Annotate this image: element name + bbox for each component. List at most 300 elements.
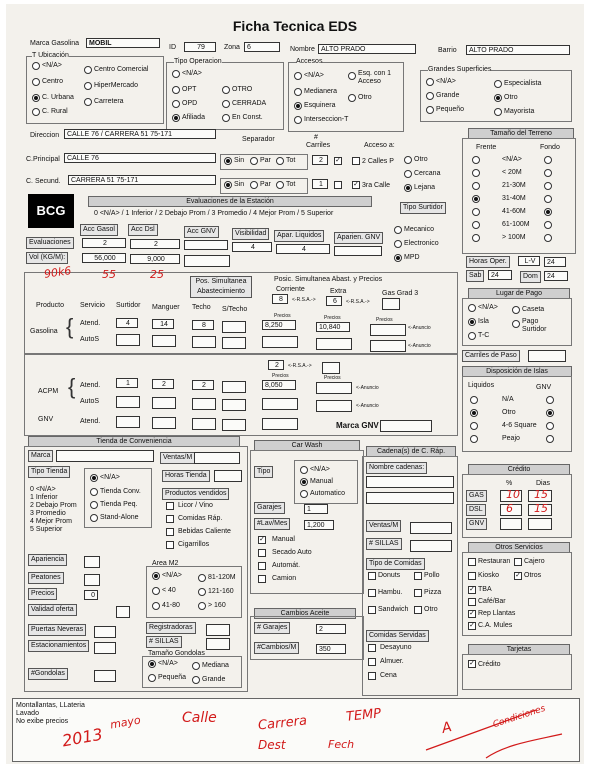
car-wash-radio-manual[interactable] (300, 478, 308, 486)
producto-check[interactable] (166, 515, 174, 523)
precio-grad3[interactable] (370, 324, 406, 336)
gs-radio[interactable] (426, 106, 434, 114)
ubicacion-radio-hiper[interactable] (84, 82, 92, 90)
gnv-precio[interactable] (262, 418, 298, 430)
servidas-label: Comidas Servidas (366, 630, 429, 642)
tamano-radio[interactable] (148, 660, 156, 668)
car-wash-radio[interactable] (300, 466, 308, 474)
otros-check[interactable]: ✓ (469, 586, 475, 593)
acceso-opt: Lejana (414, 184, 436, 191)
area-label: Area M2 (152, 560, 179, 567)
tarjetas-header: Tarjetas (468, 644, 570, 655)
eval-value[interactable] (334, 246, 382, 256)
chk-secundaria-b[interactable]: ✓ (353, 181, 359, 188)
handwritten-credito-pct: 10 (506, 488, 520, 501)
comida-label: Pizza (424, 589, 442, 596)
page-title: Ficha Tecnica EDS (232, 18, 358, 34)
area-radio[interactable] (152, 602, 160, 610)
producto-check[interactable] (166, 502, 174, 510)
carriles-pago-field[interactable] (528, 350, 566, 362)
islas-gnv-radio[interactable] (546, 435, 554, 443)
area-opt: < 40 (162, 587, 176, 594)
servida-check[interactable] (368, 672, 376, 680)
gas-autos[interactable] (222, 337, 246, 349)
precio-empty[interactable] (316, 338, 352, 350)
dom-value[interactable]: 24 (544, 271, 568, 281)
area-radio[interactable] (198, 588, 206, 596)
registradoras-label: Registradoras (146, 622, 196, 634)
comida-check[interactable] (414, 606, 422, 614)
sillas-label: # SILLAS (146, 636, 182, 648)
comida-check[interactable] (368, 572, 376, 580)
area-radio[interactable] (198, 602, 206, 610)
tienda-marca-label: Marca (28, 450, 53, 462)
direccion-field[interactable]: CALLE 76 / CARRERA 51 75-171 (64, 129, 216, 139)
gs-radio[interactable] (494, 108, 502, 116)
principal-field[interactable]: CALLE 76 (64, 153, 216, 163)
islas-liq-radio[interactable] (470, 396, 478, 404)
terreno-fondo-radio[interactable] (544, 221, 552, 229)
sep-opt: Sin (234, 157, 245, 164)
ubicacion-radio-urbana[interactable] (32, 94, 40, 102)
nombre-cadenas-label: Nombre cadenas: (366, 462, 427, 474)
sep-radio[interactable] (250, 181, 258, 189)
carriles-pago-label: Carriles de Paso (462, 350, 520, 362)
gs-radio[interactable] (426, 78, 434, 86)
tipo-op-radio[interactable] (172, 100, 180, 108)
gas-manguer[interactable]: 14 (152, 319, 174, 329)
handwritten-credito-dias: 15 (534, 488, 548, 501)
acpm-surtidor[interactable]: 1 (116, 378, 138, 388)
tamano-radio[interactable] (148, 674, 156, 682)
note-line: Lavado (16, 710, 39, 717)
area-radio[interactable] (152, 572, 160, 580)
cadena-field-2[interactable] (366, 492, 454, 504)
car-wash-check[interactable] (258, 562, 266, 570)
credito-row-label: GAS (466, 490, 487, 502)
gs-opt: Mayorista (504, 108, 535, 115)
sab-value[interactable]: 24 (488, 270, 512, 280)
handwritten-condiciones: Condiciones (491, 703, 547, 731)
carriles-label: # Carriles (306, 134, 331, 149)
tipo-surtidor-button[interactable]: Tipo Surtidor (400, 202, 446, 214)
pago-radio[interactable] (512, 320, 520, 328)
acceso-radio-lejana[interactable] (404, 184, 412, 192)
comida-check[interactable] (368, 589, 376, 597)
acpm-brace: { (68, 374, 76, 399)
tipo-op-radio[interactable] (222, 100, 230, 108)
tarjetas-group (462, 654, 572, 690)
tipo-op-radio[interactable] (172, 86, 180, 94)
tipo-tienda-radio[interactable] (90, 488, 98, 496)
gondolas-field[interactable] (94, 670, 116, 682)
otros-check[interactable]: ✓ (515, 572, 521, 579)
comida-check[interactable] (414, 589, 422, 597)
cambios-header: Cambios Aceite (254, 608, 356, 619)
peatones-field[interactable] (84, 574, 100, 586)
secundaria-carriles-field[interactable]: 1 (312, 179, 328, 189)
car-wash-radio[interactable] (300, 490, 308, 498)
tipo-tienda-radio[interactable] (90, 474, 98, 482)
tienda-marca-field[interactable] (56, 450, 154, 462)
corriente-label: Corriente (276, 286, 305, 293)
gas-autos[interactable] (192, 336, 216, 348)
ubicacion-radio-carretera[interactable] (84, 98, 92, 106)
handwritten-gasolina: 90k6 (43, 264, 73, 281)
eval-value[interactable] (184, 240, 228, 250)
tipo-op-radio-afiliada[interactable] (172, 114, 180, 122)
gas-surtidor[interactable]: 4 (116, 318, 138, 328)
producto-label: Licor / Vino (178, 502, 213, 509)
anuncio-label: <-Anuncio (408, 343, 431, 349)
pago-radio[interactable] (512, 306, 520, 314)
gs-opt: <N/A> (436, 78, 456, 85)
area-radio[interactable] (198, 574, 206, 582)
car-wash-check[interactable]: ✓ (259, 536, 265, 543)
precio-label: Precios (324, 315, 341, 321)
acceso-radio[interactable] (404, 156, 412, 164)
sep-radio[interactable] (276, 181, 284, 189)
terreno-fondo-radio[interactable] (544, 208, 552, 216)
car-wash-opt: Manual (310, 478, 333, 485)
handwritten-year: 2013 (60, 724, 105, 751)
tamano-radio[interactable] (192, 676, 200, 684)
eval-col: Acc GNV (184, 226, 219, 238)
principal-carriles-field[interactable]: 2 (312, 155, 328, 165)
ubicacion-radio-na[interactable] (32, 62, 40, 70)
gas-autos[interactable] (116, 334, 140, 346)
acpm-pos[interactable]: 2 (268, 360, 284, 370)
gnv-manguer[interactable] (152, 417, 176, 429)
accesos-radio[interactable] (348, 72, 356, 80)
otros-check[interactable] (468, 558, 476, 566)
acpm-autos[interactable] (116, 396, 140, 408)
precio-corriente[interactable]: 8,250 (262, 320, 296, 330)
gnv-techo[interactable] (192, 418, 216, 430)
terreno-fondo-radio[interactable] (544, 156, 552, 164)
lav-mes-label: #Lav/Mes (254, 518, 290, 530)
surtidor-radio[interactable] (394, 240, 402, 248)
sep-opt: Tot (286, 157, 296, 164)
precio-empty[interactable] (370, 340, 406, 352)
otros-check[interactable] (468, 572, 476, 580)
accesos-opt: Otro (358, 94, 372, 101)
sep-radio[interactable] (224, 157, 232, 165)
rsa-label: <-R.S.A.-> (346, 299, 370, 305)
secundaria-label: C. Secund. (26, 178, 61, 185)
otros-check[interactable] (468, 598, 476, 606)
acpm-autos[interactable] (222, 399, 246, 411)
gs-radio[interactable] (494, 80, 502, 88)
tipo-operacion-title: Tipo Operacion (174, 58, 222, 65)
rsa-label: <-R.S.A.-> (288, 363, 312, 369)
otros-check[interactable]: ✓ (469, 622, 475, 629)
credito-dias-label: Dias (536, 480, 551, 487)
acceso-a-label: Acceso a: (364, 142, 395, 149)
acpm-precio-empty[interactable] (262, 398, 298, 410)
gas-techo[interactable]: 8 (192, 320, 214, 330)
tipo-op-opt: <N/A> (182, 70, 202, 77)
car-wash-check-label: Manual (272, 536, 295, 543)
precios-label: Precios (28, 588, 57, 600)
num-garajes-label: # Garajes (254, 622, 290, 634)
otros-label: Cajero (524, 558, 545, 565)
autos-label: AutoS (80, 398, 100, 405)
acceso-radio[interactable] (404, 170, 412, 178)
vol-value[interactable]: 9,000 (130, 254, 180, 264)
chk-secundaria-a[interactable] (334, 181, 342, 189)
pago-radio-isla[interactable] (468, 318, 476, 326)
eval-col: Acc Dsl (128, 224, 158, 236)
sep-opt: Tot (286, 181, 296, 188)
chk-credito[interactable]: ✓ (469, 660, 475, 667)
cadena-sillas-field[interactable] (410, 540, 452, 552)
accesos-opt: Medianera (304, 88, 338, 95)
col-header: Servicio (80, 302, 105, 309)
zona-field[interactable]: 6 (244, 42, 280, 52)
acpm-precio[interactable]: 8,050 (262, 380, 296, 390)
pago-opt: Caseta (522, 306, 545, 313)
horas-tienda-field[interactable] (214, 470, 242, 482)
cadena-ventas-label: Ventas/M (366, 520, 401, 532)
credito-dias-field[interactable] (528, 518, 552, 530)
evaluaciones-header: Evaluaciones de la Estación (88, 196, 372, 207)
atend-label: Atend. (80, 320, 101, 327)
precio-label: Precios (324, 375, 341, 381)
surtidor-radio-mpd[interactable] (394, 254, 402, 262)
acpm-precio-2[interactable] (316, 382, 352, 394)
car-wash-check[interactable] (258, 549, 266, 557)
nombre-field[interactable]: ALTO PRADO (318, 44, 416, 54)
sillas-field[interactable] (206, 638, 230, 650)
tipo-tienda-radio[interactable] (90, 514, 98, 522)
acpm-autos[interactable] (192, 398, 216, 410)
terreno-frente-radio[interactable] (472, 169, 480, 177)
terreno-fondo-radio[interactable] (544, 195, 552, 203)
id-field[interactable]: 79 (184, 42, 216, 52)
horas-value[interactable]: L-V (518, 256, 540, 266)
rsa-label: <-R.S.A.-> (292, 297, 316, 303)
gas-autos[interactable] (152, 335, 176, 347)
acpm-precio-empty[interactable] (316, 400, 352, 412)
acpm-autos[interactable] (152, 397, 176, 409)
producto-check[interactable] (166, 528, 174, 536)
terreno-frente-radio[interactable] (472, 195, 480, 203)
tipo-op-radio[interactable] (222, 114, 230, 122)
accesos-opt: Esq. con 1 Acceso (358, 70, 392, 85)
islas-liq-radio[interactable] (470, 409, 478, 417)
apariencia-field[interactable] (84, 556, 100, 568)
otros-check[interactable] (514, 558, 522, 566)
area-opt: 81-120M (208, 574, 236, 581)
islas-liq-radio[interactable] (470, 422, 478, 430)
separador-label: Separador (242, 136, 275, 143)
islas-gnv-radio[interactable] (546, 409, 554, 417)
tamano-opt: Grande (202, 676, 226, 683)
terreno-frente-radio[interactable] (472, 208, 480, 216)
gnv-surtidor[interactable] (116, 416, 140, 428)
extra-pos[interactable]: 6 (326, 296, 342, 306)
registradoras-field[interactable] (206, 624, 230, 636)
puertas-field[interactable] (94, 626, 116, 638)
barrio-field[interactable]: ALTO PRADO (466, 45, 570, 55)
evaluaciones-label: Evaluaciones (26, 237, 74, 249)
eval-value[interactable]: 4 (232, 242, 272, 252)
pago-radio[interactable] (468, 304, 476, 312)
tipo-op-radio[interactable] (222, 86, 230, 94)
tamano-group (142, 656, 242, 688)
car-wash-header: Car Wash (254, 440, 360, 451)
vol-value-empty[interactable] (184, 255, 230, 267)
validad-field[interactable] (116, 606, 130, 618)
eval-col: Apar. Liquidos (274, 230, 324, 242)
servida-check[interactable] (368, 658, 376, 666)
num-garajes-field[interactable]: 2 (316, 624, 346, 634)
col-header: S/Techo (222, 306, 248, 313)
marca-gnv-field[interactable] (380, 420, 432, 432)
tamano-radio[interactable] (192, 662, 200, 670)
terreno-frente-radio[interactable] (472, 234, 480, 242)
accesos-radio[interactable] (294, 116, 302, 124)
tienda-ventas-label: Ventas/M (160, 452, 195, 464)
handwritten-gnv: 25 (150, 268, 164, 281)
cadena-field-1[interactable] (366, 476, 454, 488)
acpm-stecho[interactable] (222, 381, 246, 393)
gs-opt: Grande (436, 92, 460, 99)
acpm-techo[interactable]: 2 (192, 380, 214, 390)
credito-pct-field[interactable] (500, 518, 522, 530)
surtidor-radio[interactable] (394, 226, 402, 234)
ubicacion-opt: Carretera (94, 98, 124, 105)
gs-radio[interactable] (426, 92, 434, 100)
ubicacion-radio-centro[interactable] (32, 78, 40, 86)
comida-check[interactable] (368, 606, 376, 614)
servida-check[interactable] (368, 644, 376, 652)
islas-header: Disposición de Islas (462, 366, 572, 377)
terreno-fondo-radio[interactable] (544, 169, 552, 177)
cambios-mes-field[interactable]: 350 (316, 644, 346, 654)
gas-stecho[interactable] (222, 321, 246, 333)
eval-value[interactable]: 2 (130, 239, 180, 249)
marca-gnv-label: Marca GNV (336, 421, 379, 430)
terreno-option: <N/A> (502, 156, 522, 163)
accesos-radio[interactable] (294, 88, 302, 96)
vol-value[interactable]: 56,000 (82, 253, 126, 263)
terreno-fondo-radio[interactable] (544, 234, 552, 242)
sep-radio[interactable] (224, 181, 232, 189)
cadena-ventas-field[interactable] (410, 522, 452, 534)
acpm-manguer[interactable]: 2 (152, 379, 174, 389)
otros-check[interactable]: ✓ (469, 610, 475, 617)
car-wash-check-label: Camion (272, 575, 297, 582)
gs-opt: Especialista (504, 80, 542, 87)
gnv-stecho[interactable] (222, 419, 246, 431)
tipo-tienda-radio[interactable] (90, 501, 98, 509)
estac-field[interactable] (94, 642, 116, 654)
marca-field[interactable]: MOBIL (86, 38, 160, 48)
islas-liq-radio[interactable] (470, 435, 478, 443)
note-line: No exibe precios (16, 718, 69, 725)
accesos-title: Accesos (296, 58, 323, 65)
dom-label: Dom (520, 271, 541, 283)
eval-value[interactable]: 2 (82, 238, 126, 248)
estac-label: Estacionamientos (28, 640, 89, 652)
lav-mes-field[interactable]: 1,200 (304, 520, 334, 530)
precios-field[interactable]: 0 (84, 590, 98, 600)
terreno-frente-radio[interactable] (472, 221, 480, 229)
ubicacion-opt: HiperMercado (94, 82, 138, 89)
precio-extra[interactable]: 10,840 (316, 322, 350, 332)
sep-radio[interactable] (276, 157, 284, 165)
comida-check[interactable] (414, 572, 422, 580)
islas-gnv-radio[interactable] (546, 396, 554, 404)
horas-num[interactable]: 24 (544, 257, 566, 267)
credito-header: Crédito (468, 464, 570, 475)
area-radio[interactable] (152, 587, 160, 595)
garajes-field[interactable]: 1 (304, 504, 328, 514)
gs-radio-otro[interactable] (494, 94, 502, 102)
ubicacion-radio-cc[interactable] (84, 66, 92, 74)
accesos-radio[interactable] (348, 94, 356, 102)
handwritten-credito-dias: 15 (534, 502, 548, 515)
car-wash-check-label: Automát. (272, 562, 301, 569)
islas-gnv-radio[interactable] (546, 422, 554, 430)
chk-principal-b[interactable] (352, 157, 360, 165)
tipo-op-opt: OTRO (232, 86, 253, 93)
precio-empty[interactable] (262, 336, 298, 348)
terreno-frente-radio[interactable] (472, 182, 480, 190)
pago-radio[interactable] (468, 332, 476, 340)
extra-label: Extra (330, 288, 347, 295)
terreno-fondo-radio[interactable] (544, 182, 552, 190)
comida-label: Otro (424, 606, 438, 613)
dos-calles-label: 2 Calles P (362, 158, 394, 165)
tipo-tienda-label: Tipo Tienda (28, 466, 70, 478)
accesos-radio-esquinera[interactable] (294, 102, 302, 110)
accesos-opt: Esquinera (304, 102, 336, 109)
tamano-label: Tamaño Gondolas (148, 650, 205, 657)
barrio-label: Barrio (438, 47, 457, 54)
producto-check[interactable] (166, 541, 174, 549)
ubicacion-radio-rural[interactable] (32, 108, 40, 116)
pos-simultaneas-label: Pos. Simultanea Abastecimiento (190, 276, 252, 298)
ubicacion-opt: C. Urbana (42, 94, 74, 101)
tipo-tienda-opt: <N/A> (100, 474, 120, 481)
secundaria-field[interactable]: CARRERA 51 75-171 (68, 175, 216, 185)
terreno-frente-radio[interactable] (472, 156, 480, 164)
terreno-option: 61-100M (502, 221, 530, 228)
car-wash-check[interactable] (258, 575, 266, 583)
sab-label: Sab (466, 270, 484, 282)
accesos-radio[interactable] (294, 72, 302, 80)
nombre-label: Nombre (290, 46, 315, 53)
tipo-op-radio[interactable] (172, 70, 180, 78)
gas-grad-pos[interactable] (382, 298, 400, 310)
corriente-pos[interactable]: 8 (272, 294, 288, 304)
surtidor-opt: Electronico (404, 240, 439, 247)
sep-radio[interactable] (250, 157, 258, 165)
servida-label: Almuer. (380, 658, 404, 665)
autos-label: AutoS (80, 336, 100, 343)
eval-value[interactable]: 4 (276, 244, 330, 254)
otros-label: Café/Bar (478, 598, 506, 605)
terreno-option: > 100M (502, 234, 526, 241)
gas-grad-label: Gas Grad 3 (382, 290, 419, 297)
tienda-ventas-field[interactable] (194, 452, 240, 464)
chk-principal-a[interactable]: ✓ (335, 157, 341, 164)
area-opt: <N/A> (162, 572, 182, 579)
acpm-pos-extra[interactable] (322, 362, 340, 374)
